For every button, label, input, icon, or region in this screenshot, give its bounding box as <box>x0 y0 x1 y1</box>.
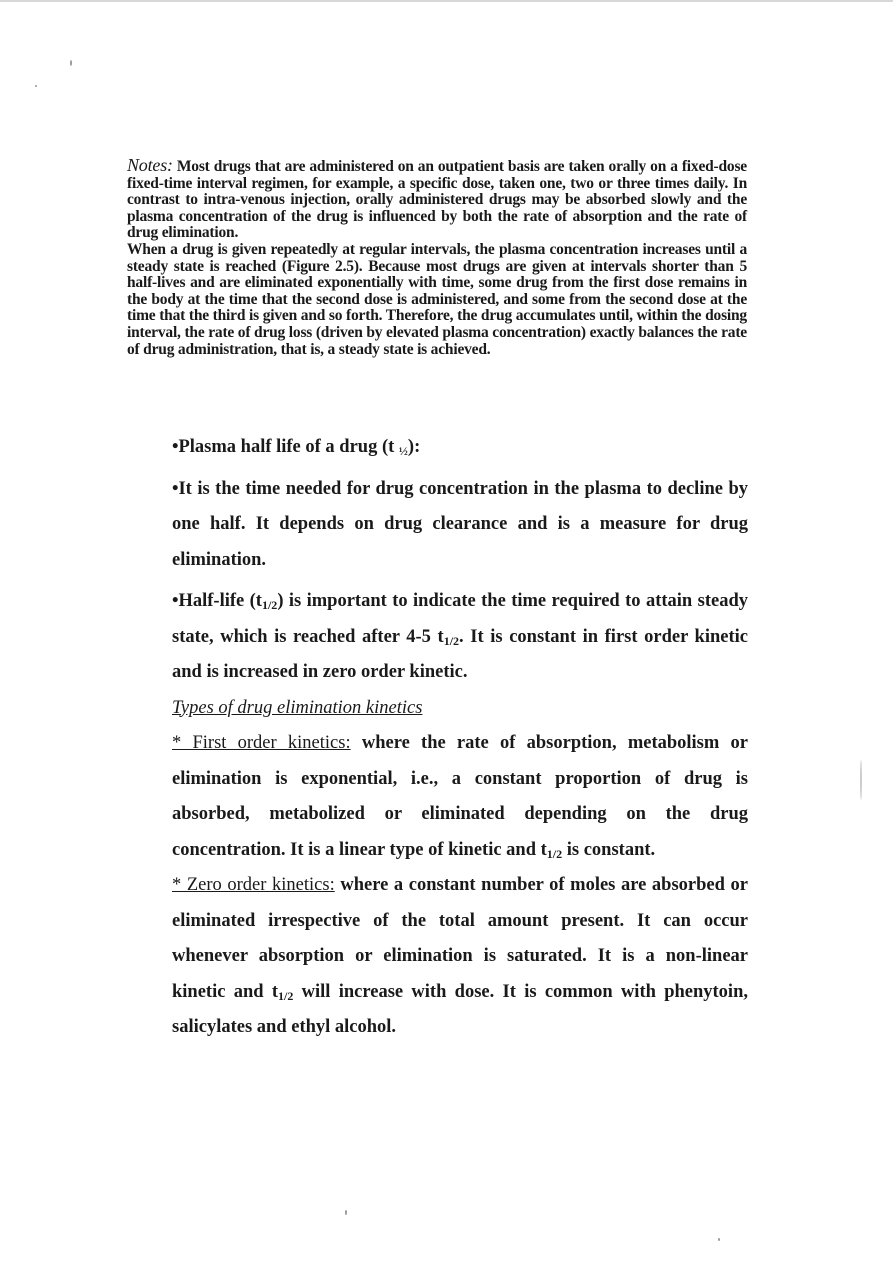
half-life-heading-sub: ½ <box>398 444 408 458</box>
notes-lead: Notes: <box>127 155 173 175</box>
zero-order-sub: 1/2 <box>278 988 294 1003</box>
first-order-label: * First order kinetics: <box>172 733 351 753</box>
importance-sub-2: 1/2 <box>443 633 460 648</box>
notes-paragraph-2: When a drug is given repeatedly at regular intervals, the plasma concentration increases until a steady state is reached (Figure 2.5). Because most drugs are given at intervals shorter than 5 half-lives and are eliminated exponentially with time, some drug from the first dose remains in the body at the time that the second dose is administered, and some from the second dose at the time that the third is given and so forth. Therefore, the drug accumulates until, within the dosing interval, the rate of drug loss (driven by elevated plasma concentration) exactly balances the rate of drug administration, that is, a steady state is achieved. <box>127 240 747 358</box>
notes-para1-text: Most drugs that are administered on an outpatient basis are taken orally on a fixed-dose fixed-time interval regimen, for example, a specific dose, taken one, two or three times daily. In contrast to intra-venous injection, orally administered drugs may be absorbed slowly and the plasma concentration of the drug is influenced by both the rate of absorption and the rate of drug elimination. <box>127 158 747 242</box>
half-life-definition: •It is the time needed for drug concentration in the plasma to decline by one half. It depends on drug clearance and is a measure for drug elimination. <box>172 478 748 570</box>
notes-section <box>127 157 747 358</box>
scan-speck <box>35 85 37 87</box>
zero-order-label: * Zero order kinetics: <box>172 875 335 895</box>
half-life-heading-suffix: ): <box>407 437 421 457</box>
half-life-heading-text: •Plasma half life of a drug (t <box>172 437 399 457</box>
main-content <box>172 430 748 1046</box>
first-order-sub: 1/2 <box>546 846 563 861</box>
scan-top-edge <box>0 0 893 2</box>
half-life-heading <box>172 430 748 466</box>
scan-speck <box>718 1238 720 1241</box>
scan-speck <box>345 1210 347 1215</box>
scan-speck <box>70 60 72 66</box>
first-order-text-a: where the rate of absorption, metabolism or elimination is exponential, i.e., a constant proportion of drug is absorbed, metabolized or eliminated depending on the drug concentration. It is a linear type of kinetic and t <box>172 733 748 860</box>
zero-order-text-b: will increase with dose. It is common with phenytoin, salicylates and ethyl alcohol. <box>172 981 748 1037</box>
types-heading-text: Types of drug elimination kinetics <box>172 697 423 718</box>
importance-text-c: . It is constant in first order kinetic and is increased in zero order kinetic. <box>172 626 749 682</box>
zero-order-text-a: where a constant number of moles are absorbed or eliminated irrespective of the total amount present. It can occur whenever absorption or elimination is saturated. It is a non-linear kinetic and t <box>172 875 748 1002</box>
importance-text-b: ) is important to indicate the time required to attain steady state, which is reached after 4-5 t <box>172 591 748 647</box>
half-life-importance <box>172 584 748 691</box>
first-order-text-b: is constant. <box>562 839 656 860</box>
types-heading <box>172 691 748 727</box>
scan-speck <box>860 760 862 800</box>
first-order-paragraph <box>172 726 748 868</box>
notes-paragraph-1 <box>127 157 747 242</box>
importance-sub: 1/2 <box>261 598 278 612</box>
importance-text-a: •Half-life (t <box>172 591 262 611</box>
zero-order-paragraph <box>172 868 748 1046</box>
